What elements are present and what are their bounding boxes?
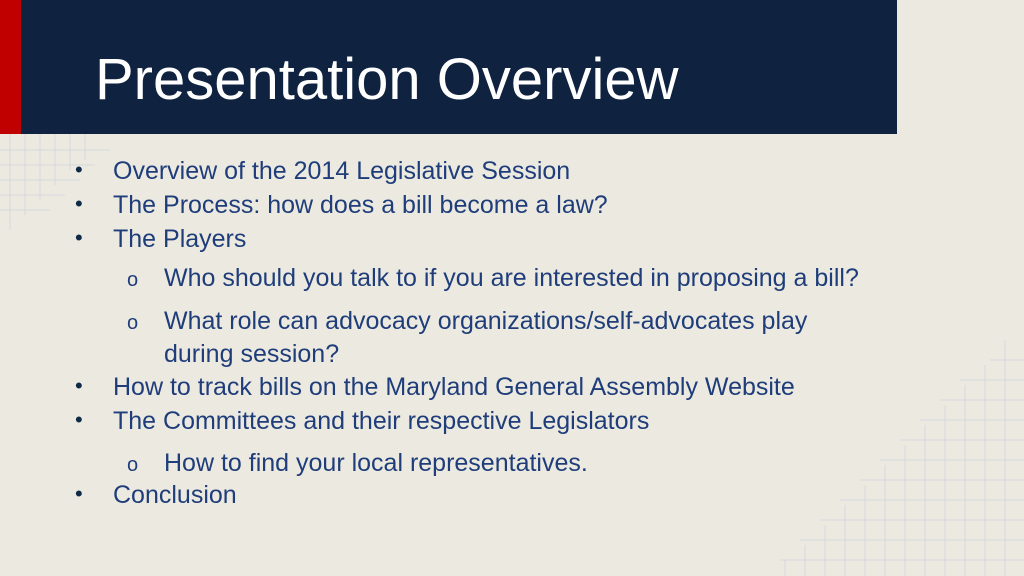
bullet-marker: •	[75, 407, 83, 432]
slide-title: Presentation Overview	[95, 47, 679, 112]
list-item: Conclusion	[113, 481, 237, 509]
sub-list-item-continuation: during session?	[164, 340, 340, 368]
bullet-marker: •	[75, 191, 83, 216]
sub-bullet-marker: o	[127, 312, 139, 334]
list-item: The Committees and their respective Legislators	[113, 407, 650, 435]
sub-list-item: How to find your local representatives.	[164, 449, 588, 477]
list-item: The Players	[113, 225, 247, 253]
sub-bullet-marker: o	[127, 269, 139, 291]
list-item: The Process: how does a bill become a law?	[113, 191, 608, 219]
list-item: How to track bills on the Maryland General Assembly Website	[113, 373, 795, 401]
bullet-marker: •	[75, 373, 83, 398]
sub-list-item: Who should you talk to if you are interested in proposing a bill?	[164, 264, 859, 292]
sub-list-item: What role can advocacy organizations/self-advocates play	[164, 307, 808, 335]
bullet-marker: •	[75, 481, 83, 506]
bullet-marker: •	[75, 157, 83, 182]
sub-bullet-marker: o	[127, 454, 139, 476]
bullet-marker: •	[75, 225, 83, 250]
list-item: Overview of the 2014 Legislative Session	[113, 157, 571, 185]
